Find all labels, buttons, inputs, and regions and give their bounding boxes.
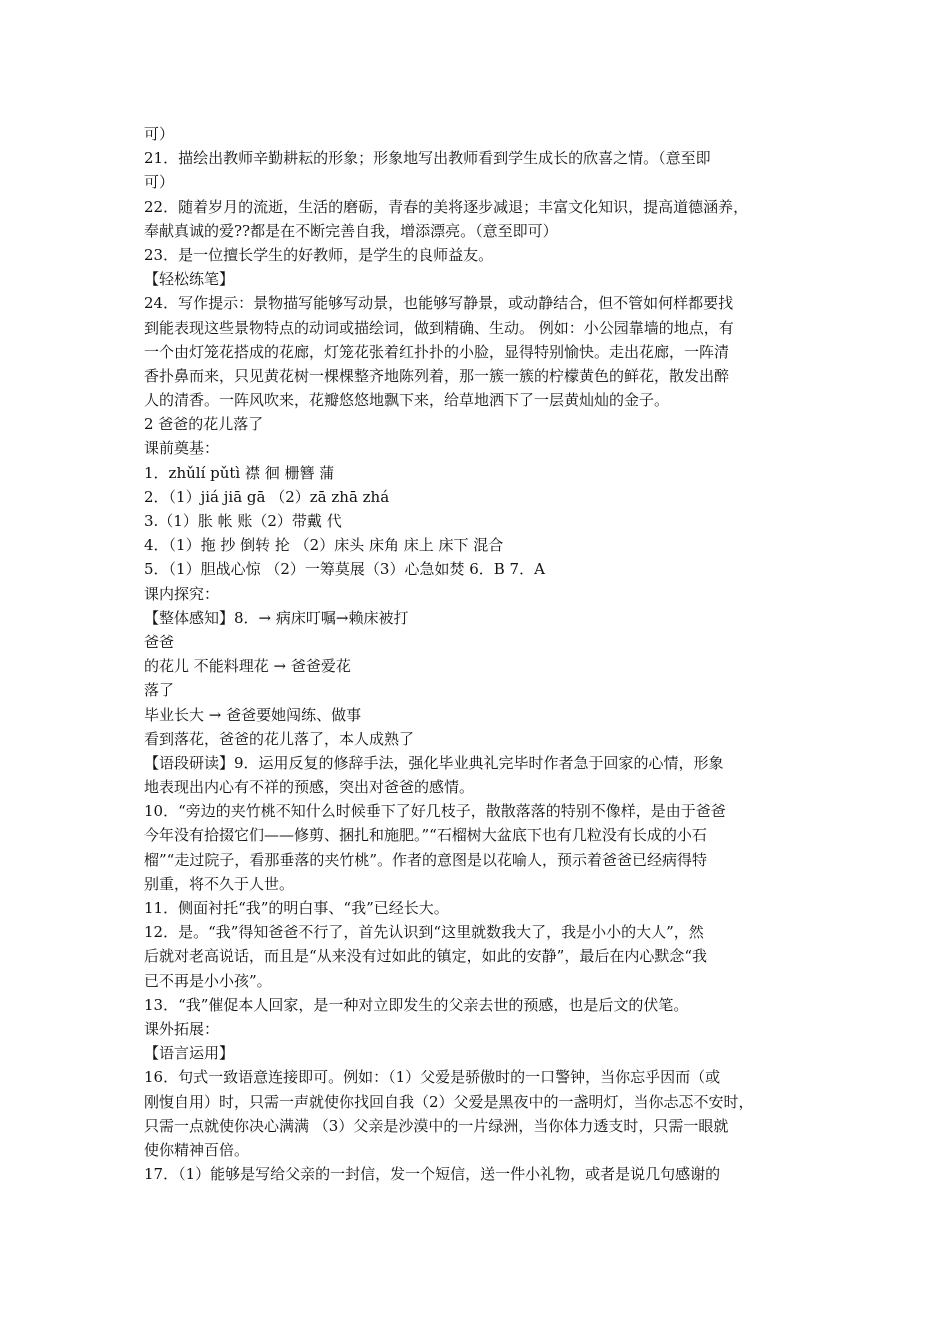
text-line: 13．“我”催促本人回家，是一种对立即发生的父亲去世的预感，也是后文的伏笔。 (144, 995, 689, 1014)
text-line: 课前奠基： (144, 439, 220, 458)
text-line: 爸爸 (144, 632, 175, 651)
text-line: 12．是。“我”得知爸爸不行了，首先认识到“这里就数我大了，我是小小的大人”，然 (144, 923, 704, 942)
text-line: 可） (144, 125, 175, 143)
text-line: 【轻松练笔】 (144, 270, 235, 289)
text-line: 4．（1）拖 抄 倒转 抡 （2）床头 床角 床上 床下 混合 (144, 536, 504, 555)
text-line: 课内探究： (144, 584, 220, 603)
text-line: 的花儿 不能料理花 → 爸爸爱花 (144, 657, 351, 676)
text-line: 16．句式一致语意连接即可。例如：（1）父爱是骄傲时的一口警钟，当你忘乎因而（或 (144, 1068, 721, 1087)
text-line: 榴”“走过院子，看那垂落的夹竹桃”。作者的意图是以花喻人，预示着爸爸已经病得特 (144, 850, 708, 869)
text-line: 21．描绘出教师辛勤耕耘的形象；形象地写出教师看到学生成长的欣喜之情。（意至即 (144, 149, 711, 168)
text-line: 毕业长大 → 爸爸要她闯练、做事 (144, 705, 362, 724)
text-line: 今年没有拾掇它们——修剪、捆扎和施肥。”“石榴树大盆底下也有几粒没有长成的小石 (144, 826, 707, 845)
text-line: 只需一点就使你决心满满 （3）父亲是沙漠中的一片绿洲，当你体力透支时，只需一眼就 (144, 1116, 729, 1135)
text-line: 2 爸爸的花儿落了 (144, 415, 264, 434)
text-line: 一个由灯笼花搭成的花廊，灯笼花张着红扑扑的小脸，显得特别愉快。走出花廊，一阵清 (144, 342, 730, 361)
text-line: 1．zhǔlí pǔtì 襟 徊 栅簪 蒲 (144, 463, 335, 482)
text-line: 17．（1）能够是写给父亲的一封信，发一个短信，送一件小礼物，或者是说几句感谢的 (144, 1165, 721, 1184)
text-line: 10．“旁边的夹竹桃不知什么时候垂下了好几枝子，散散落落的特别不像样，是由于爸爸 (144, 802, 726, 821)
text-line: 地表现出内心有不祥的预感，突出对爸爸的感情。 (144, 778, 475, 797)
text-line: 别重，将不久于人世。 (144, 874, 295, 893)
text-line: 22．随着岁月的流逝，生活的磨砺，青春的美将逐步减退；丰富文化知识，提高道德涵养， (144, 197, 749, 216)
text-line: 5．（1）胆战心惊 （2）一筹莫展（3）心急如焚 6．B 7．A (144, 560, 545, 579)
text-line: 【语段研读】9．运用反复的修辞手法，强化毕业典礼完毕时作者急于回家的心情，形象 (144, 753, 724, 772)
text-line: 落了 (144, 681, 175, 700)
document-body (144, 122, 816, 1186)
text-line: 看到落花，爸爸的花儿落了，本人成熟了 (144, 729, 415, 748)
text-line: 2．（1）jiá jiā gā （2）zā zhā zhá (144, 487, 390, 506)
text-line: 24．写作提示：景物描写能够写动景，也能够写静景，或动静结合，但不管如何样都要找 (144, 294, 734, 313)
text-line: 香扑鼻而来，只见黄花树一棵棵整齐地陈列着，那一簇一簇的柠檬黄色的鲜花，散发出醉 (144, 366, 730, 385)
text-line: 11．侧面衬托“我”的明白事、“我”已经长大。 (144, 899, 449, 917)
text-line: 到能表现这些景物特点的动词或描绘词，做到精确、生动。 例如：小公园靠墙的地点，有 (144, 318, 734, 337)
text-line: 刚愎自用）时，只需一声就使你找回自我（2）父爱是黑夜中的一盏明灯，当你忐忑不安时， (144, 1092, 754, 1111)
text-line: 23．是一位擅长学生的好教师，是学生的良师益友。 (144, 245, 494, 264)
text-line: 奉献真诚的爱??都是在不断完善自我，增添漂亮。（意至即可） (144, 221, 558, 240)
text-line: 可） (144, 173, 175, 192)
text-line: 使你精神百倍。 (144, 1140, 250, 1159)
text-line: 已不再是小小孩”。 (144, 971, 272, 990)
text-line: 3.（1）胀 帐 账（2）带戴 代 (144, 512, 342, 530)
text-line: 人的清香。一阵风吹来，花瓣悠悠地飘下来，给草地洒下了一层黄灿灿的金子。 (144, 391, 670, 410)
text-line: 后就对老高说话，而且是“从来没有过如此的镇定，如此的安静”，最后在内心默念“我 (144, 947, 708, 966)
text-line: 课外拓展： (144, 1019, 220, 1038)
text-line: 【整体感知】8．→ 病床叮嘱→赖床被打 (144, 608, 409, 627)
text-line: 【语言运用】 (144, 1044, 235, 1063)
